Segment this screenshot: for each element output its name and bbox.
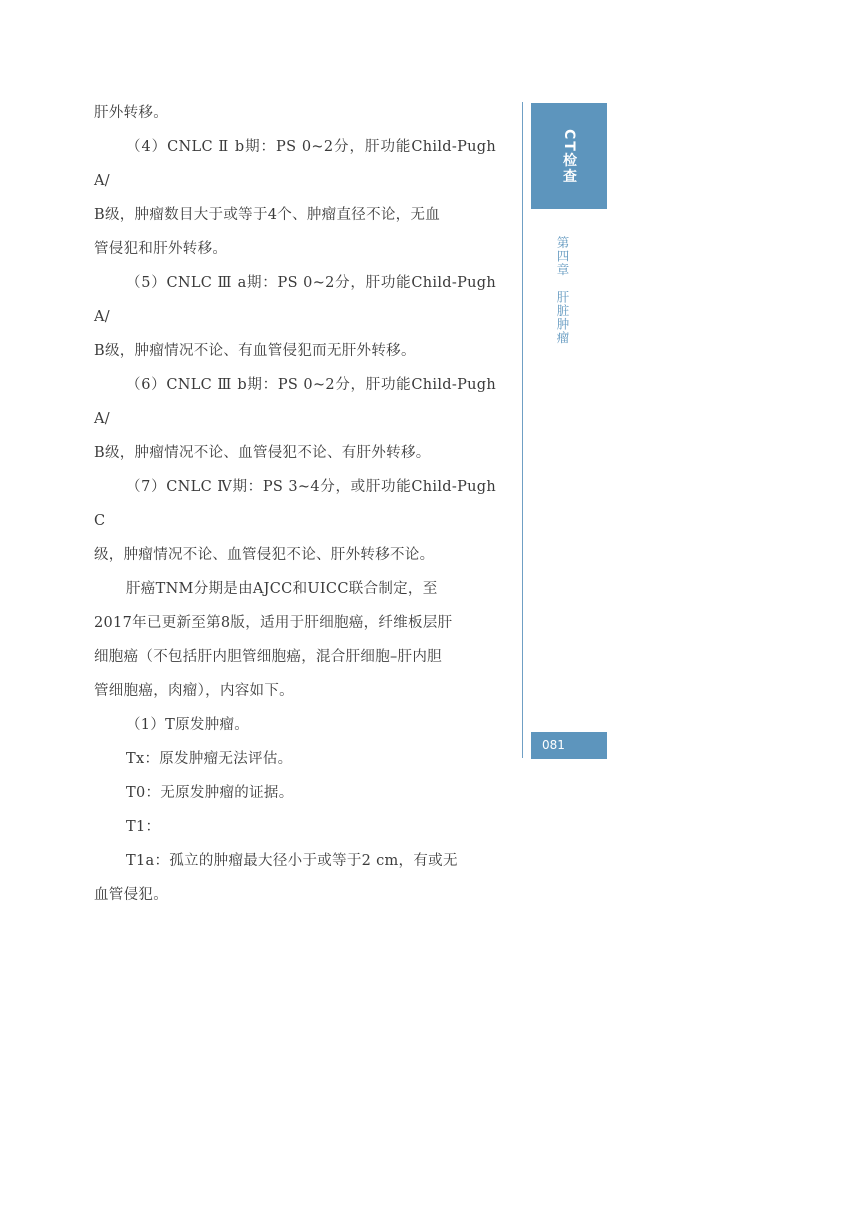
page-number: 081 — [542, 738, 565, 752]
text-line: 肝癌TNM分期是由AJCC和UICC联合制定，至 — [126, 581, 438, 597]
text-line: 管侵犯和肝外转移。 — [94, 241, 228, 257]
text-line: （7）CNLC Ⅳ期：PS 3~4分，或肝功能Child-Pugh C — [94, 479, 496, 529]
body-text — [94, 96, 496, 912]
text-line: T0：无原发肿瘤的证据。 — [126, 785, 294, 801]
text-line: 管细胞癌，肉瘤），内容如下。 — [94, 683, 294, 699]
text-line: 2017年已更新至第8版，适用于肝细胞癌，纤维板层肝 — [94, 615, 453, 631]
section-tab-label: CT检查 — [561, 129, 577, 185]
text-line: 肝外转移。 — [94, 105, 168, 121]
text-line: （5）CNLC Ⅲ a期：PS 0~2分，肝功能Child-Pugh A/ — [94, 275, 496, 325]
text-line: 细胞癌（不包括肝内胆管细胞癌，混合肝细胞–肝内胆 — [94, 649, 442, 665]
chapter-label — [553, 236, 571, 345]
text-line: （4）CNLC Ⅱ b期：PS 0~2分，肝功能Child-Pugh A/ — [94, 139, 496, 189]
chapter-title: 肝脏肿瘤 — [555, 290, 570, 345]
text-line: T1a：孤立的肿瘤最大径小于或等于2 cm，有或无 — [126, 853, 458, 869]
chapter-number: 第四章 — [555, 236, 570, 277]
margin-divider — [522, 102, 523, 758]
section-tab — [531, 103, 607, 209]
text-line: 级，肿瘤情况不论、血管侵犯不论、肝外转移不论。 — [94, 547, 435, 563]
text-line: B级，肿瘤情况不论、血管侵犯不论、有肝外转移。 — [94, 445, 431, 461]
page-number-box — [531, 732, 607, 759]
text-line: 血管侵犯。 — [94, 887, 168, 903]
text-line: （6）CNLC Ⅲ b期：PS 0~2分，肝功能Child-Pugh A/ — [94, 377, 496, 427]
text-line: B级，肿瘤数目大于或等于4个、肿瘤直径不论，无血 — [94, 207, 441, 223]
text-line: T1： — [126, 819, 161, 835]
text-line: Tx：原发肿瘤无法评估。 — [126, 751, 293, 767]
text-line: （1）T原发肿瘤。 — [126, 717, 250, 733]
text-line: B级，肿瘤情况不论、有血管侵犯而无肝外转移。 — [94, 343, 416, 359]
